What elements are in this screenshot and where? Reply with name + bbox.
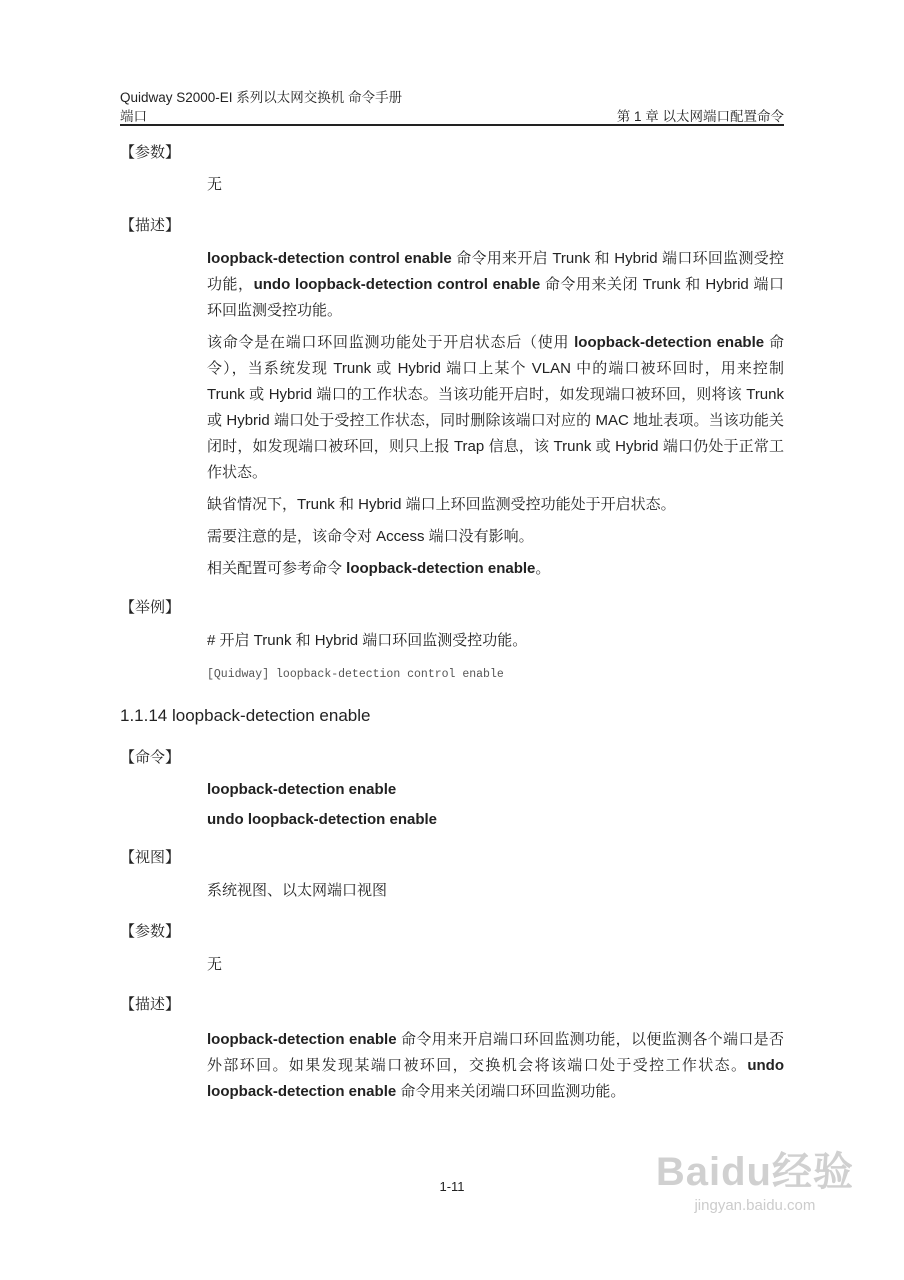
watermark-logo: Baidu经验 xyxy=(655,1150,854,1194)
paragraph xyxy=(207,556,784,582)
paragraph xyxy=(207,777,784,803)
paragraph xyxy=(207,330,784,486)
section-label: 【命令】 xyxy=(120,749,181,766)
text-segment: 缺省情况下，Trunk 和 Hybrid 端口上环回监测受控功能处于开启状态。 xyxy=(207,496,676,513)
watermark-url: jingyan.baidu.com xyxy=(694,1197,816,1214)
text-segment: 命令用来开启 Trunk 和 Hybrid 端口环回监测受控功能， xyxy=(207,250,784,293)
command-keyword: loopback-detection enable xyxy=(207,781,397,798)
section-label: 【参数】 xyxy=(120,144,181,161)
paragraph xyxy=(207,952,784,978)
paragraph xyxy=(207,246,784,324)
section-label: 【描述】 xyxy=(120,996,181,1013)
text-segment: 需要注意的是，该命令对 Access 端口没有影响。 xyxy=(207,528,534,545)
text-segment: 。 xyxy=(535,560,551,577)
command-keyword: undo loopback-detection enable xyxy=(207,1057,784,1100)
command-keyword: undo loopback-detection control enable xyxy=(253,276,541,293)
command-keyword: loopback-detection enable xyxy=(346,560,536,577)
section-heading: 1.1.14 loopback-detection enable xyxy=(120,706,371,725)
section-label: 【视图】 xyxy=(120,849,181,866)
text-segment: 命令），当系统发现 Trunk 或 Hybrid 端口上某个 VLAN 中的端口被环回时，用来控制 Trunk 或 Hybrid 端口的工作状态。当该功能开启时，如发现端口被环回，则将该 Trunk 或 Hybrid 端口处于受控工作状态，同时删除该端口对应的 MAC 地址表项。当该功能关闭时，如发现端口被环回，则只上报 Trap 信息，该 Trunk 或 Hybrid 端口仍处于正常工作状态。 xyxy=(207,334,785,481)
header-chapter: 第 1 章 以太网端口配置命令 xyxy=(616,109,784,124)
text-segment: 该命令是在端口环回监测功能处于开启状态后（使用 xyxy=(207,334,575,351)
paragraph xyxy=(207,807,784,833)
page-number: 1-11 xyxy=(439,1179,465,1194)
header-divider xyxy=(120,124,784,126)
section-label: 【描述】 xyxy=(120,217,181,234)
section-label: 【参数】 xyxy=(120,923,181,940)
watermark xyxy=(656,1140,854,1214)
text-segment: 无 xyxy=(207,956,223,973)
header-section: 端口 xyxy=(120,109,147,124)
code-example: [Quidway] loopback-detection control enable xyxy=(207,668,504,681)
text-segment: 命令用来关闭 Trunk 和 Hybrid 端口环回监测受控功能。 xyxy=(207,276,784,319)
command-keyword: loopback-detection enable xyxy=(574,334,765,351)
section-label: 【举例】 xyxy=(120,599,181,616)
paragraph xyxy=(207,628,784,654)
text-segment: 系统视图、以太网端口视图 xyxy=(207,882,388,899)
paragraph xyxy=(207,878,784,904)
command-keyword: loopback-detection enable xyxy=(207,1031,397,1048)
paragraph xyxy=(207,1027,784,1105)
command-keyword: loopback-detection control enable xyxy=(207,250,452,267)
text-segment: 命令用来开启端口环回监测功能，以便监测各个端口是否外部环回。如果发现某端口被环回，交换机会将该端口处于受控工作状态。 xyxy=(207,1031,784,1074)
paragraph xyxy=(207,524,784,550)
command-keyword: undo loopback-detection enable xyxy=(207,811,438,828)
text-segment: 无 xyxy=(207,176,223,193)
text-segment: 相关配置可参考命令 xyxy=(207,560,347,577)
paragraph xyxy=(207,492,784,518)
paragraph xyxy=(207,172,784,198)
text-segment: # 开启 Trunk 和 Hybrid 端口环回监测受控功能。 xyxy=(207,632,528,649)
header-title: Quidway S2000-EI 系列以太网交换机 命令手册 xyxy=(120,90,403,105)
text-segment: 命令用来关闭端口环回监测功能。 xyxy=(396,1083,626,1100)
